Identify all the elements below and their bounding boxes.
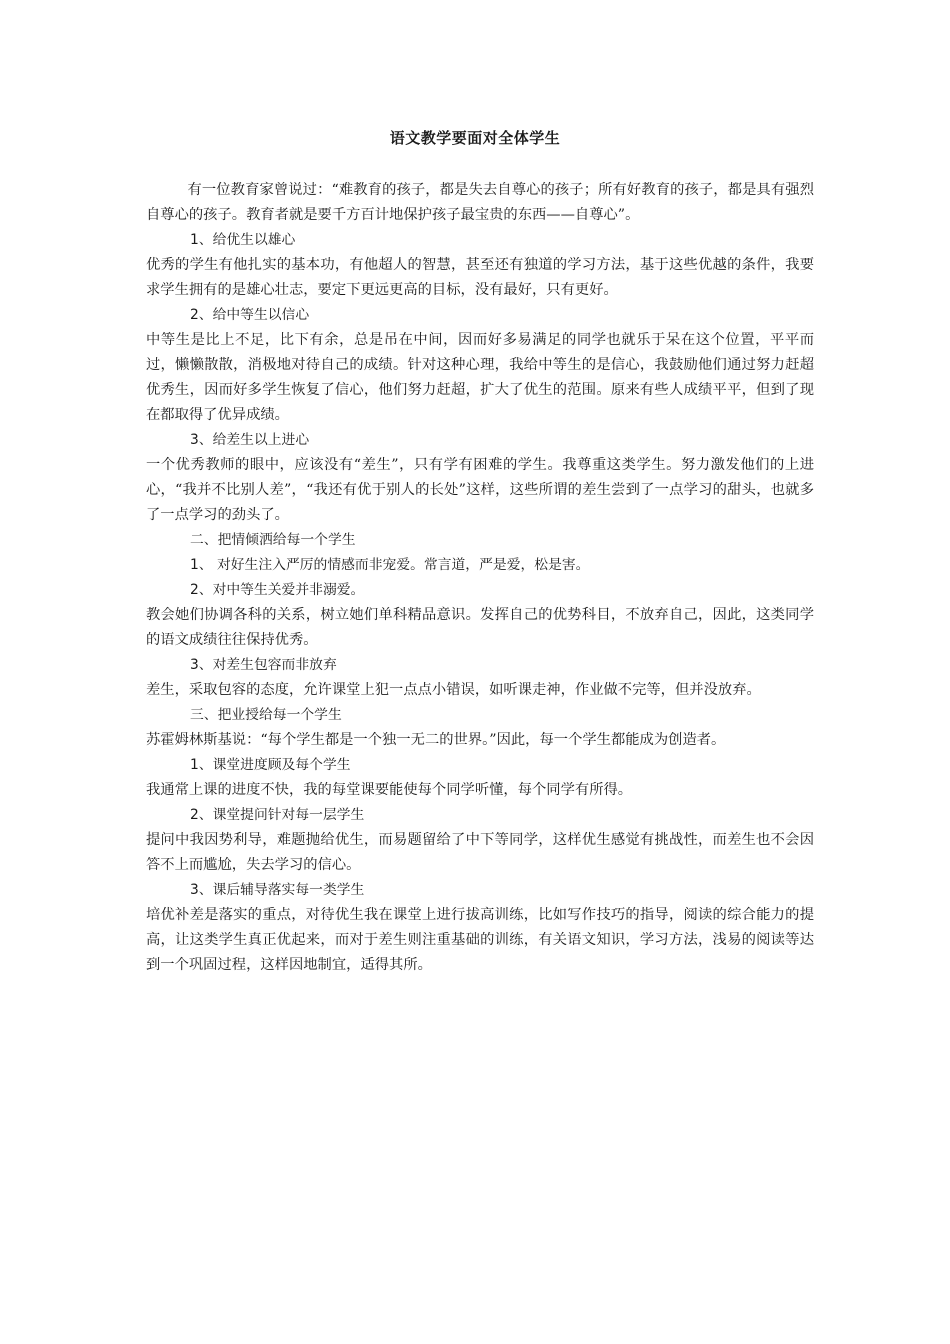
document-title: 语文教学要面对全体学生 [389,129,561,147]
body-paragraph: 差生，采取包容的态度，允许课堂上犯一点点小错误，如听课走神，作业做不完等，但并没放弃。 [146,682,761,698]
intro-paragraph: 有一位教育家曾说过：“难教育的孩子，都是失去自尊心的孩子；所有好教育的孩子，都是具有强烈自尊心的孩子。教育者就是要千方百计地保护孩子最宝贵的东西——自尊心”。 [146,182,814,223]
body-paragraph: 苏霍姆林斯基说：“每个学生都是一个独一无二的世界。”因此，每一个学生都能成为创造者。 [146,732,726,748]
section-heading: 1、给优生以雄心 [190,232,296,248]
document-body [146,178,814,978]
body-paragraph: 教会她们协调各科的关系，树立她们单科精品意识。发挥自己的优势科目，不放弃自己，因此，这类同学的语文成绩往往保持优秀。 [146,607,814,648]
section-heading: 2、课堂提问针对每一层学生 [190,807,365,823]
section-heading: 3、对差生包容而非放弃 [190,657,337,673]
section-heading: 3、课后辅导落实每一类学生 [190,882,365,898]
section-heading: 1、课堂进度顾及每个学生 [190,757,351,773]
section-heading: 2、给中等生以信心 [190,307,310,323]
section-heading: 三、把业授给每一个学生 [190,707,342,723]
body-paragraph: 中等生是比上不足，比下有余，总是吊在中间，因而好多易满足的同学也就乐于呆在这个位置，平平而过，懒懒散散，消极地对待自己的成绩。针对这种心理，我给中等生的是信心，我鼓励他们通过努力赶超优秀生，因而好多学生恢复了信心，他们努力赶超，扩大了优生的范围。原来有些人成绩平平，但到了现在都取得了优异成绩。 [146,332,814,423]
section-heading: 2、对中等生关爱并非溺爱。 [190,582,365,598]
body-paragraph: 一个优秀教师的眼中，应该没有“差生”，只有学有困难的学生。我尊重这类学生。努力激发他们的上进心，“我并不比别人差”，“我还有优于别人的长处”这样，这些所谓的差生尝到了一点学习的甜头，也就多了一点学习的劲头了。 [146,457,814,523]
section-heading: 1、 对好生注入严厉的情感而非宠爱。常言道，严是爱，松是害。 [190,557,590,573]
section-heading: 二、把情倾洒给每一个学生 [190,532,356,548]
content-blocks [146,228,814,978]
body-paragraph: 提问中我因势利导，难题抛给优生，而易题留给了中下等同学，这样优生感觉有挑战性，而差生也不会因答不上而尴尬，失去学习的信心。 [146,832,814,873]
body-paragraph: 培优补差是落实的重点，对待优生我在课堂上进行拔高训练，比如写作技巧的指导，阅读的综合能力的提高，让这类学生真正优起来，而对于差生则注重基础的训练，有关语文知识，学习方法，浅易的阅读等达到一个巩固过程，这样因地制宜，适得其所。 [146,907,814,973]
body-paragraph: 优秀的学生有他扎实的基本功，有他超人的智慧，甚至还有独道的学习方法，基于这些优越的条件，我要求学生拥有的是雄心壮志，要定下更远更高的目标，没有最好，只有更好。 [146,257,814,298]
section-heading: 3、给差生以上进心 [190,432,310,448]
body-paragraph: 我通常上课的进度不快，我的每堂课要能使每个同学听懂，每个同学有所得。 [146,782,633,798]
